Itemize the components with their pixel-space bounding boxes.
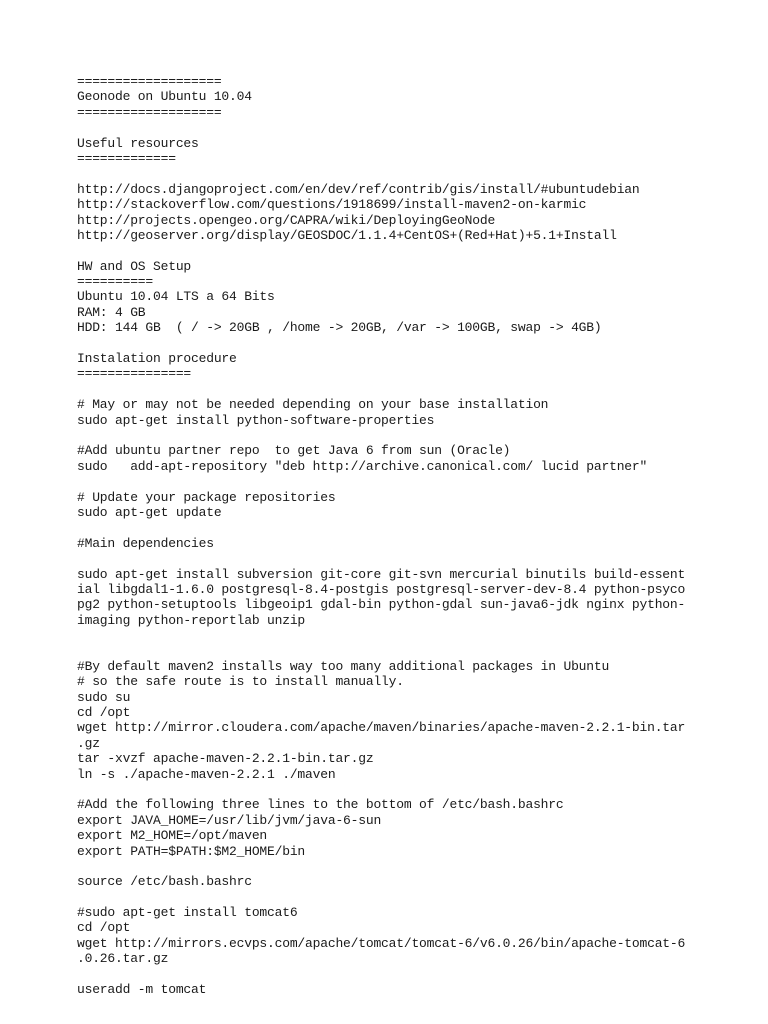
text-line: sudo apt-get update [77, 504, 222, 520]
text-line: sudo apt-get install python-software-properties [77, 412, 435, 428]
comment-line: #Add ubuntu partner repo to get Java 6 from sun (Oracle) [77, 443, 511, 459]
comment-line: #By default maven2 installs way too many additional packages in Ubuntu [77, 658, 610, 674]
text-line: RAM: 4 GB [77, 304, 146, 320]
blank-line [77, 243, 737, 258]
text-line: sudo apt-get install subversion git-core git-svn mercurial binutils build-essent [77, 566, 686, 582]
heading-underline: =================== [77, 74, 222, 89]
text-line: ln -s ./apache-maven-2.2.1 ./maven [77, 766, 336, 782]
blank-line [77, 120, 737, 135]
blank-line [77, 520, 737, 535]
text-line: useradd -m tomcat [77, 982, 207, 998]
comment-line: #sudo apt-get install tomcat6 [77, 905, 298, 921]
text-line: imaging python-reportlab unzip [77, 612, 306, 628]
heading-underline: ========== [77, 274, 154, 290]
document-page [77, 74, 737, 997]
text-line: pg2 python-setuptools libgeoip1 gdal-bin python-gdal sun-java6-jdk nginx python- [77, 597, 686, 613]
text-line: wget http://mirror.cloudera.com/apache/maven/binaries/apache-maven-2.2.1-bin.tar [77, 720, 686, 736]
blank-line [77, 967, 737, 982]
text-line: sudo su [77, 689, 131, 705]
comment-line: # May or may not be needed depending on your base installation [77, 397, 549, 413]
heading-underline: =================== [77, 104, 222, 120]
blank-line [77, 474, 737, 489]
text-line: HDD: 144 GB ( / -> 20GB , /home -> 20GB, /var -> 100GB, swap -> 4GB) [77, 320, 602, 336]
resource-link[interactable]: http://geoserver.org/display/GEOSDOC/1.1.4+CentOS+(Red+Hat)+5.1+Install [77, 227, 617, 243]
text-line: cd /opt [77, 705, 131, 721]
text-line: export M2_HOME=/opt/maven [77, 828, 268, 844]
comment-line: #Main dependencies [77, 535, 214, 551]
blank-line [77, 166, 737, 181]
text-line: export PATH=$PATH:$M2_HOME/bin [77, 843, 306, 859]
text-line: Instalation procedure [77, 351, 237, 367]
text-line: cd /opt [77, 920, 131, 936]
text-line: Geonode on Ubuntu 10.04 [77, 89, 252, 105]
blank-line [77, 782, 737, 797]
text-line: Ubuntu 10.04 LTS a 64 Bits [77, 289, 275, 305]
comment-line: #Add the following three lines to the bottom of /etc/bash.bashrc [77, 797, 564, 813]
text-line: source /etc/bash.bashrc [77, 874, 252, 890]
blank-line [77, 890, 737, 905]
text-line: Useful resources [77, 135, 199, 151]
text-line: export JAVA_HOME=/usr/lib/jvm/java-6-sun [77, 812, 382, 828]
text-line: .gz [77, 735, 100, 751]
text-line: ial libgdal1-1.6.0 postgresql-8.4-postgis postgresql-server-dev-8.4 python-psyco [77, 581, 686, 597]
blank-line [77, 336, 737, 351]
heading-underline: ============= [77, 150, 176, 166]
blank-line [77, 428, 737, 443]
blank-line [77, 628, 737, 643]
text-line: tar -xvzf apache-maven-2.2.1-bin.tar.gz [77, 751, 374, 767]
text-line: wget http://mirrors.ecvps.com/apache/tomcat/tomcat-6/v6.0.26/bin/apache-tomcat-6 [77, 935, 686, 951]
blank-line [77, 643, 737, 658]
text-line: sudo add-apt-repository "deb http://archive.canonical.com/ lucid partner" [77, 458, 648, 474]
blank-line [77, 859, 737, 874]
blank-line [77, 382, 737, 397]
comment-line: # so the safe route is to install manually. [77, 674, 404, 690]
heading-underline: =============== [77, 366, 192, 382]
resource-link[interactable]: http://docs.djangoproject.com/en/dev/ref/contrib/gis/install/#ubuntudebian [77, 181, 640, 197]
blank-line [77, 551, 737, 566]
resource-link[interactable]: http://projects.opengeo.org/CAPRA/wiki/DeployingGeoNode [77, 212, 496, 228]
text-line: .0.26.tar.gz [77, 951, 169, 967]
text-line: HW and OS Setup [77, 258, 192, 274]
comment-line: # Update your package repositories [77, 489, 336, 505]
resource-link[interactable]: http://stackoverflow.com/questions/1918699/install-maven2-on-karmic [77, 197, 587, 213]
